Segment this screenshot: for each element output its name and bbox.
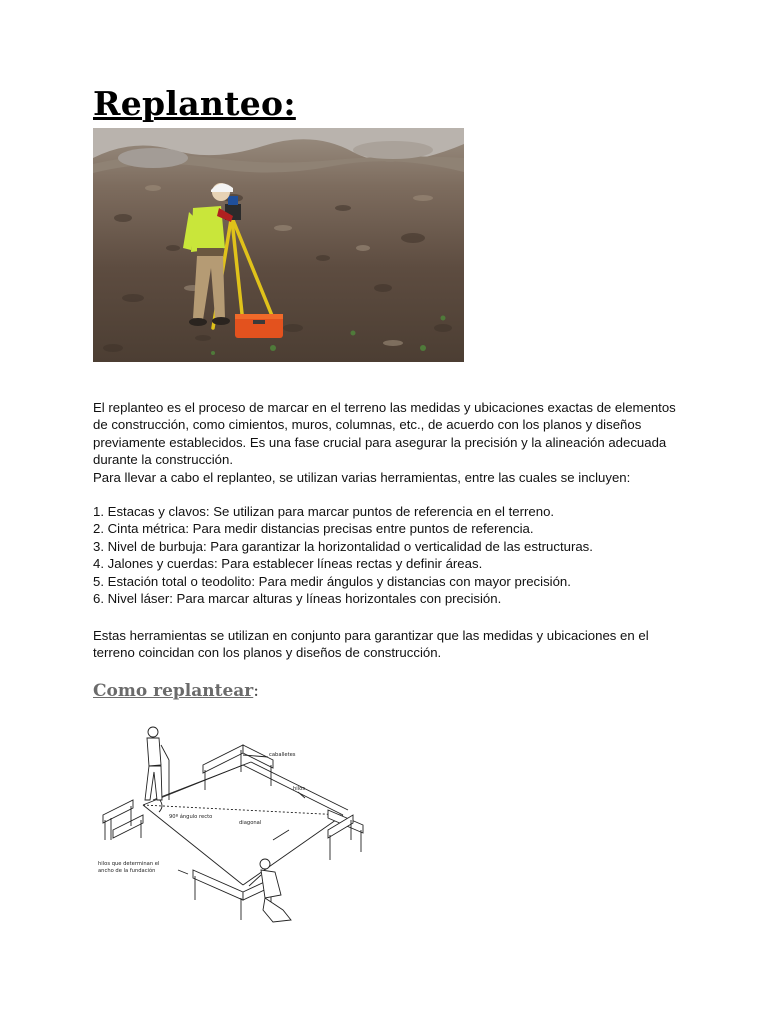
list-item: 3. Nivel de burbuja: Para garantizar la horizontalidad o verticalidad de las estructuras. xyxy=(93,538,593,554)
label-hilos-ancho-2: ancho de la fundación xyxy=(98,868,156,874)
label-hilos-ancho-1: hilos que determinan el xyxy=(98,861,160,867)
label-angulo: 90º ángulo recto xyxy=(169,814,213,820)
list-item: 5. Estación total o teodolito: Para medir ángulos y distancias con mayor precisión. xyxy=(93,573,571,589)
list-item: 1. Estacas y clavos: Se utilizan para marcar puntos de referencia en el terreno. xyxy=(93,504,555,519)
section-subtitle xyxy=(93,681,259,701)
subtitle-text: Como replantear xyxy=(93,681,254,701)
closing-section xyxy=(93,627,693,662)
list-item: 2. Cinta métrica: Para medir distancias precisas entre puntos de referencia. xyxy=(93,521,534,537)
subtitle-colon: : xyxy=(253,681,259,701)
list-item: 6. Nivel láser: Para marcar alturas y líneas horizontales con precisión. xyxy=(93,591,502,607)
tools-list xyxy=(93,503,693,607)
intro-paragraph: El replanteo es el proceso de marcar en el terreno las medidas y ubicaciones exactas de elementos de construcción, como cimientos, muros, columnas, etc., de acuerdo con los planos y diseños previamente establecidos. Es una fase crucial para asegurar la precisión y la alineación adecuada durante la construcción. xyxy=(93,400,676,468)
page-title: Replanteo: xyxy=(93,84,296,123)
list-item: 4. Jalones y cuerdas: Para establecer líneas rectas y definir áreas. xyxy=(93,556,483,572)
layout-staking-diagram xyxy=(93,720,373,935)
label-diagonal: diagonal xyxy=(239,820,262,826)
label-caballetes: caballetes xyxy=(269,752,296,758)
label-hilos: hilos xyxy=(293,786,306,792)
intro-section xyxy=(93,399,693,486)
tools-intro: Para llevar a cabo el replanteo, se utilizan varias herramientas, entre las cuales se incluyen: xyxy=(93,469,631,485)
construction-survey-photo xyxy=(93,128,464,362)
closing-paragraph: Estas herramientas se utilizan en conjunto para garantizar que las medidas y ubicaciones en el terreno coincidan con los planos y diseños de construcción. xyxy=(93,628,649,661)
